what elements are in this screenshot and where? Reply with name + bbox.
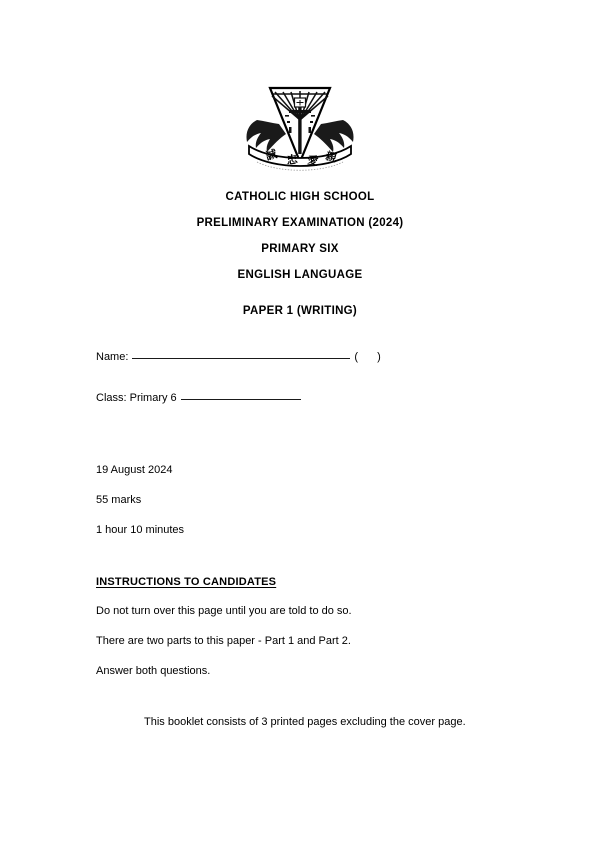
class-label: Class: Primary 6	[96, 392, 177, 404]
instruction-item: Do not turn over this page until you are told to do so.	[96, 605, 352, 617]
header-line-subject: ENGLISH LANGUAGE	[237, 269, 363, 281]
crest-container	[0, 74, 600, 176]
header-line-school: CATHOLIC HIGH SCHOOL	[225, 191, 375, 203]
class-input-line[interactable]	[181, 399, 301, 400]
exam-date: 19 August 2024	[96, 464, 173, 476]
crest-banner-char-1: 誠	[264, 147, 279, 163]
paper-title: PAPER 1 (WRITING)	[242, 305, 358, 317]
school-header	[0, 192, 600, 296]
crest-banner-char-4: 親	[324, 149, 339, 165]
index-paren-open: (	[354, 351, 359, 363]
header-line-level: PRIMARY SIX	[261, 243, 339, 255]
index-paren-close: )	[377, 351, 381, 363]
booklet-page-count-note: This booklet consists of 3 printed pages excluding the cover page.	[144, 716, 466, 728]
instructions-heading: INSTRUCTIONS TO CANDIDATES	[96, 576, 277, 588]
exam-duration: 1 hour 10 minutes	[96, 524, 185, 537]
school-crest-icon	[239, 74, 361, 176]
class-field-row	[96, 392, 305, 404]
crest-banner-char-3: 愛	[306, 154, 319, 168]
name-input-line[interactable]	[132, 358, 350, 359]
name-field-row	[96, 351, 381, 363]
instructions-list	[96, 605, 352, 695]
instruction-item: There are two parts to this paper - Part 1 and Part 2.	[96, 635, 351, 648]
crest-banner-char-2: 忠	[285, 152, 299, 167]
exam-meta	[96, 464, 184, 554]
name-label: Name:	[96, 351, 129, 363]
instruction-item: Answer both questions.	[96, 665, 211, 678]
header-line-exam: PRELIMINARY EXAMINATION (2024)	[196, 217, 404, 229]
exam-marks: 55 marks	[96, 494, 142, 507]
